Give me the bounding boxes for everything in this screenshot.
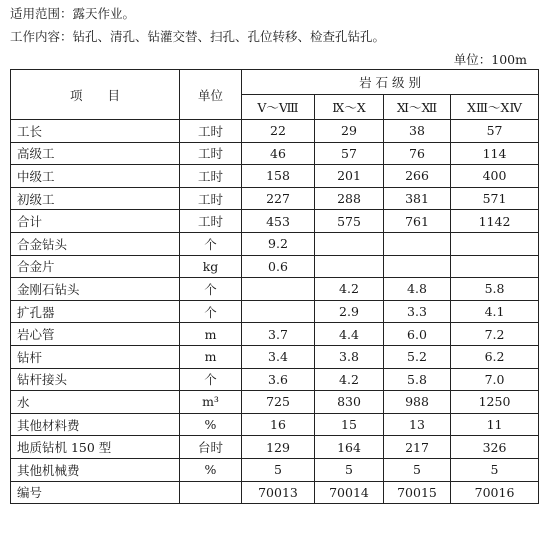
row-value: 453 — [242, 210, 315, 233]
row-unit: 个 — [180, 232, 242, 255]
row-value: 400 — [451, 165, 539, 188]
row-unit: kg — [180, 255, 242, 278]
row-value: 5 — [384, 458, 451, 481]
row-value: 1250 — [451, 391, 539, 414]
table-row — [11, 436, 539, 459]
row-value: 5 — [315, 458, 384, 481]
row-value: 201 — [315, 165, 384, 188]
row-unit: 个 — [180, 300, 242, 323]
header-rock-grade: 岩 石 级 别 — [242, 70, 539, 95]
quota-table — [10, 69, 539, 504]
row-value: 571 — [451, 187, 539, 210]
row-item: 编号 — [11, 481, 180, 504]
row-unit: 工时 — [180, 165, 242, 188]
row-value: 725 — [242, 391, 315, 414]
row-value: 4.2 — [315, 368, 384, 391]
row-value: 4.2 — [315, 278, 384, 301]
row-value: 5.8 — [451, 278, 539, 301]
row-item: 高级工 — [11, 142, 180, 165]
row-unit: m — [180, 345, 242, 368]
row-value — [242, 300, 315, 323]
row-value: 5.8 — [384, 368, 451, 391]
row-unit: % — [180, 413, 242, 436]
row-value — [384, 232, 451, 255]
row-item: 金刚石钻头 — [11, 278, 180, 301]
row-value: 129 — [242, 436, 315, 459]
row-value: 217 — [384, 436, 451, 459]
header-item: 项 目 — [11, 70, 180, 120]
row-value: 326 — [451, 436, 539, 459]
table-row — [11, 232, 539, 255]
table-row — [11, 255, 539, 278]
table-row — [11, 278, 539, 301]
header-unit: 单位 — [180, 70, 242, 120]
row-value: 3.8 — [315, 345, 384, 368]
row-value: 158 — [242, 165, 315, 188]
row-item: 合金钻头 — [11, 232, 180, 255]
row-item: 中级工 — [11, 165, 180, 188]
row-unit: 工时 — [180, 142, 242, 165]
row-item: 其他材料费 — [11, 413, 180, 436]
table-row — [11, 368, 539, 391]
table-row — [11, 165, 539, 188]
row-value: 988 — [384, 391, 451, 414]
row-value: 575 — [315, 210, 384, 233]
row-unit: 工时 — [180, 210, 242, 233]
header-grade-4: ⅩⅢ～ⅩⅣ — [451, 95, 539, 120]
row-value — [315, 255, 384, 278]
row-item: 其他机械费 — [11, 458, 180, 481]
row-value: 6.0 — [384, 323, 451, 346]
header-grade-1: Ⅴ～Ⅷ — [242, 95, 315, 120]
row-value: 288 — [315, 187, 384, 210]
row-value: 381 — [384, 187, 451, 210]
row-value: 3.3 — [384, 300, 451, 323]
scope-note: 适用范围：露天作业。 — [10, 6, 136, 21]
table-row — [11, 187, 539, 210]
work-content-note: 工作内容：钻孔、清孔、钻灌交替、扫孔、孔位转移、检查孔钻孔。 — [10, 29, 386, 44]
row-item: 地质钻机 150 型 — [11, 436, 180, 459]
row-unit: 个 — [180, 368, 242, 391]
row-unit: m³ — [180, 391, 242, 414]
row-value: 22 — [242, 120, 315, 143]
row-value: 1142 — [451, 210, 539, 233]
row-value: 3.6 — [242, 368, 315, 391]
row-value: 761 — [384, 210, 451, 233]
row-value: 57 — [315, 142, 384, 165]
row-value: 15 — [315, 413, 384, 436]
row-unit: m — [180, 323, 242, 346]
row-item: 合金片 — [11, 255, 180, 278]
row-value: 29 — [315, 120, 384, 143]
row-value: 11 — [451, 413, 539, 436]
row-unit: 个 — [180, 278, 242, 301]
row-value: 5 — [242, 458, 315, 481]
table-row — [11, 142, 539, 165]
unit-label: 单位：100m — [453, 52, 527, 67]
row-unit: % — [180, 458, 242, 481]
row-value: 70016 — [451, 481, 539, 504]
row-unit: 台时 — [180, 436, 242, 459]
row-value: 4.4 — [315, 323, 384, 346]
table-row — [11, 413, 539, 436]
row-value: 0.6 — [242, 255, 315, 278]
row-value: 164 — [315, 436, 384, 459]
row-value: 7.0 — [451, 368, 539, 391]
table-row — [11, 210, 539, 233]
row-value: 3.4 — [242, 345, 315, 368]
row-value: 266 — [384, 165, 451, 188]
row-item: 工长 — [11, 120, 180, 143]
row-value: 830 — [315, 391, 384, 414]
table-row — [11, 481, 539, 504]
row-value: 70014 — [315, 481, 384, 504]
table-row — [11, 300, 539, 323]
header-grade-2: Ⅸ～Ⅹ — [315, 95, 384, 120]
row-item: 初级工 — [11, 187, 180, 210]
row-value: 76 — [384, 142, 451, 165]
row-value: 38 — [384, 120, 451, 143]
row-value: 5 — [451, 458, 539, 481]
row-value: 16 — [242, 413, 315, 436]
row-value — [451, 255, 539, 278]
row-value: 6.2 — [451, 345, 539, 368]
row-unit — [180, 481, 242, 504]
row-value — [384, 255, 451, 278]
row-item: 水 — [11, 391, 180, 414]
row-item: 岩心管 — [11, 323, 180, 346]
table-row — [11, 120, 539, 143]
row-value: 3.7 — [242, 323, 315, 346]
row-value: 70013 — [242, 481, 315, 504]
row-unit: 工时 — [180, 120, 242, 143]
row-value: 4.1 — [451, 300, 539, 323]
row-value — [451, 232, 539, 255]
row-value: 57 — [451, 120, 539, 143]
row-value: 7.2 — [451, 323, 539, 346]
row-value: 46 — [242, 142, 315, 165]
row-value: 2.9 — [315, 300, 384, 323]
row-value: 13 — [384, 413, 451, 436]
table-row — [11, 458, 539, 481]
table-row — [11, 345, 539, 368]
row-item: 合计 — [11, 210, 180, 233]
row-value: 227 — [242, 187, 315, 210]
header-grade-3: Ⅺ～Ⅻ — [384, 95, 451, 120]
row-item: 扩孔器 — [11, 300, 180, 323]
table-row — [11, 391, 539, 414]
table-row — [11, 323, 539, 346]
row-value — [315, 232, 384, 255]
row-value: 5.2 — [384, 345, 451, 368]
row-item: 钻杆接头 — [11, 368, 180, 391]
row-value: 4.8 — [384, 278, 451, 301]
row-value: 114 — [451, 142, 539, 165]
row-value: 70015 — [384, 481, 451, 504]
row-value — [242, 278, 315, 301]
row-unit: 工时 — [180, 187, 242, 210]
row-value: 9.2 — [242, 232, 315, 255]
row-item: 钻杆 — [11, 345, 180, 368]
